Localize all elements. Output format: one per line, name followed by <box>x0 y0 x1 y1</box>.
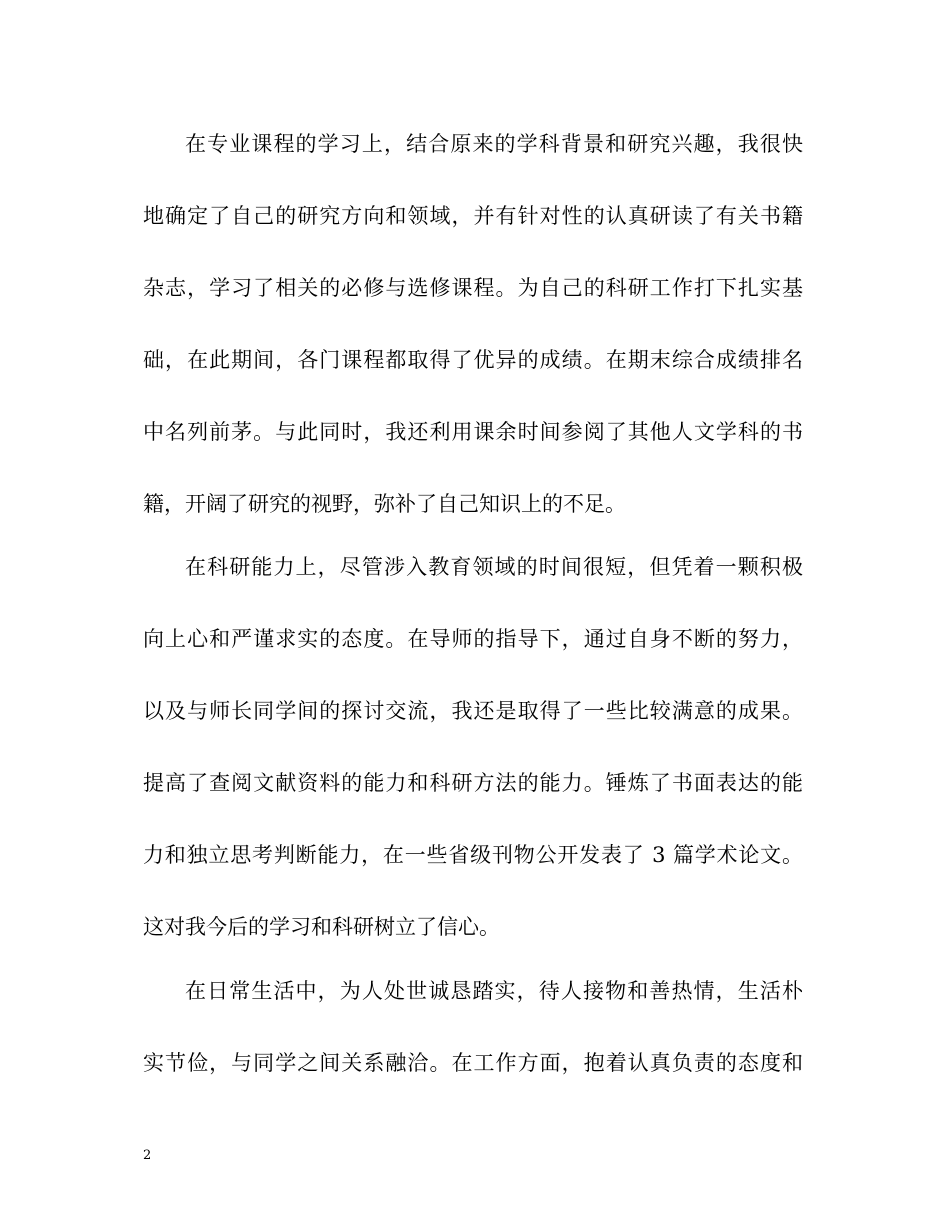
paragraph-3-line-1: 在日常生活中，为人处世诚恳踏实，待人接物和善热情，生活朴 <box>185 979 803 1003</box>
paragraph-1-line-6: 籍，开阔了研究的视野，弥补了自己知识上的不足。 <box>143 492 626 516</box>
paragraph-2-line-1: 在科研能力上，尽管涉入教育领域的时间很短，但凭着一颗积极 <box>185 555 803 579</box>
paragraph-2-line-2: 向上心和严谨求实的态度。在导师的指导下，通过自身不断的努力， <box>143 627 803 651</box>
paragraph-2-line-4: 提高了查阅文献资料的能力和科研方法的能力。锤炼了书面表达的能 <box>143 771 803 795</box>
paragraph-1-line-2: 地确定了自己的研究方向和领域，并有针对性的认真研读了有关书籍 <box>143 204 803 228</box>
paragraph-2-line-3: 以及与师长同学间的探讨交流，我还是取得了一些比较满意的成果。 <box>143 699 803 723</box>
paragraph-1-line-4: 础，在此期间，各门课程都取得了优异的成绩。在期末综合成绩排名 <box>143 348 803 372</box>
paragraph-3-line-2: 实节俭，与同学之间关系融洽。在工作方面，抱着认真负责的态度和 <box>143 1051 803 1075</box>
paragraph-2-line-6: 这对我今后的学习和科研树立了信心。 <box>143 915 500 939</box>
paragraph-1-line-1: 在专业课程的学习上，结合原来的学科背景和研究兴趣，我很快 <box>185 132 803 156</box>
paragraph-2-line-5: 力和独立思考判断能力，在一些省级刊物公开发表了 3 篇学术论文。 <box>143 843 803 867</box>
page-number: 2 <box>143 1148 152 1163</box>
paragraph-1-line-5: 中名列前茅。与此同时，我还利用课余时间参阅了其他人文学科的书 <box>143 420 803 444</box>
paragraph-1-line-3: 杂志，学习了相关的必修与选修课程。为自己的科研工作打下扎实基 <box>143 276 803 300</box>
